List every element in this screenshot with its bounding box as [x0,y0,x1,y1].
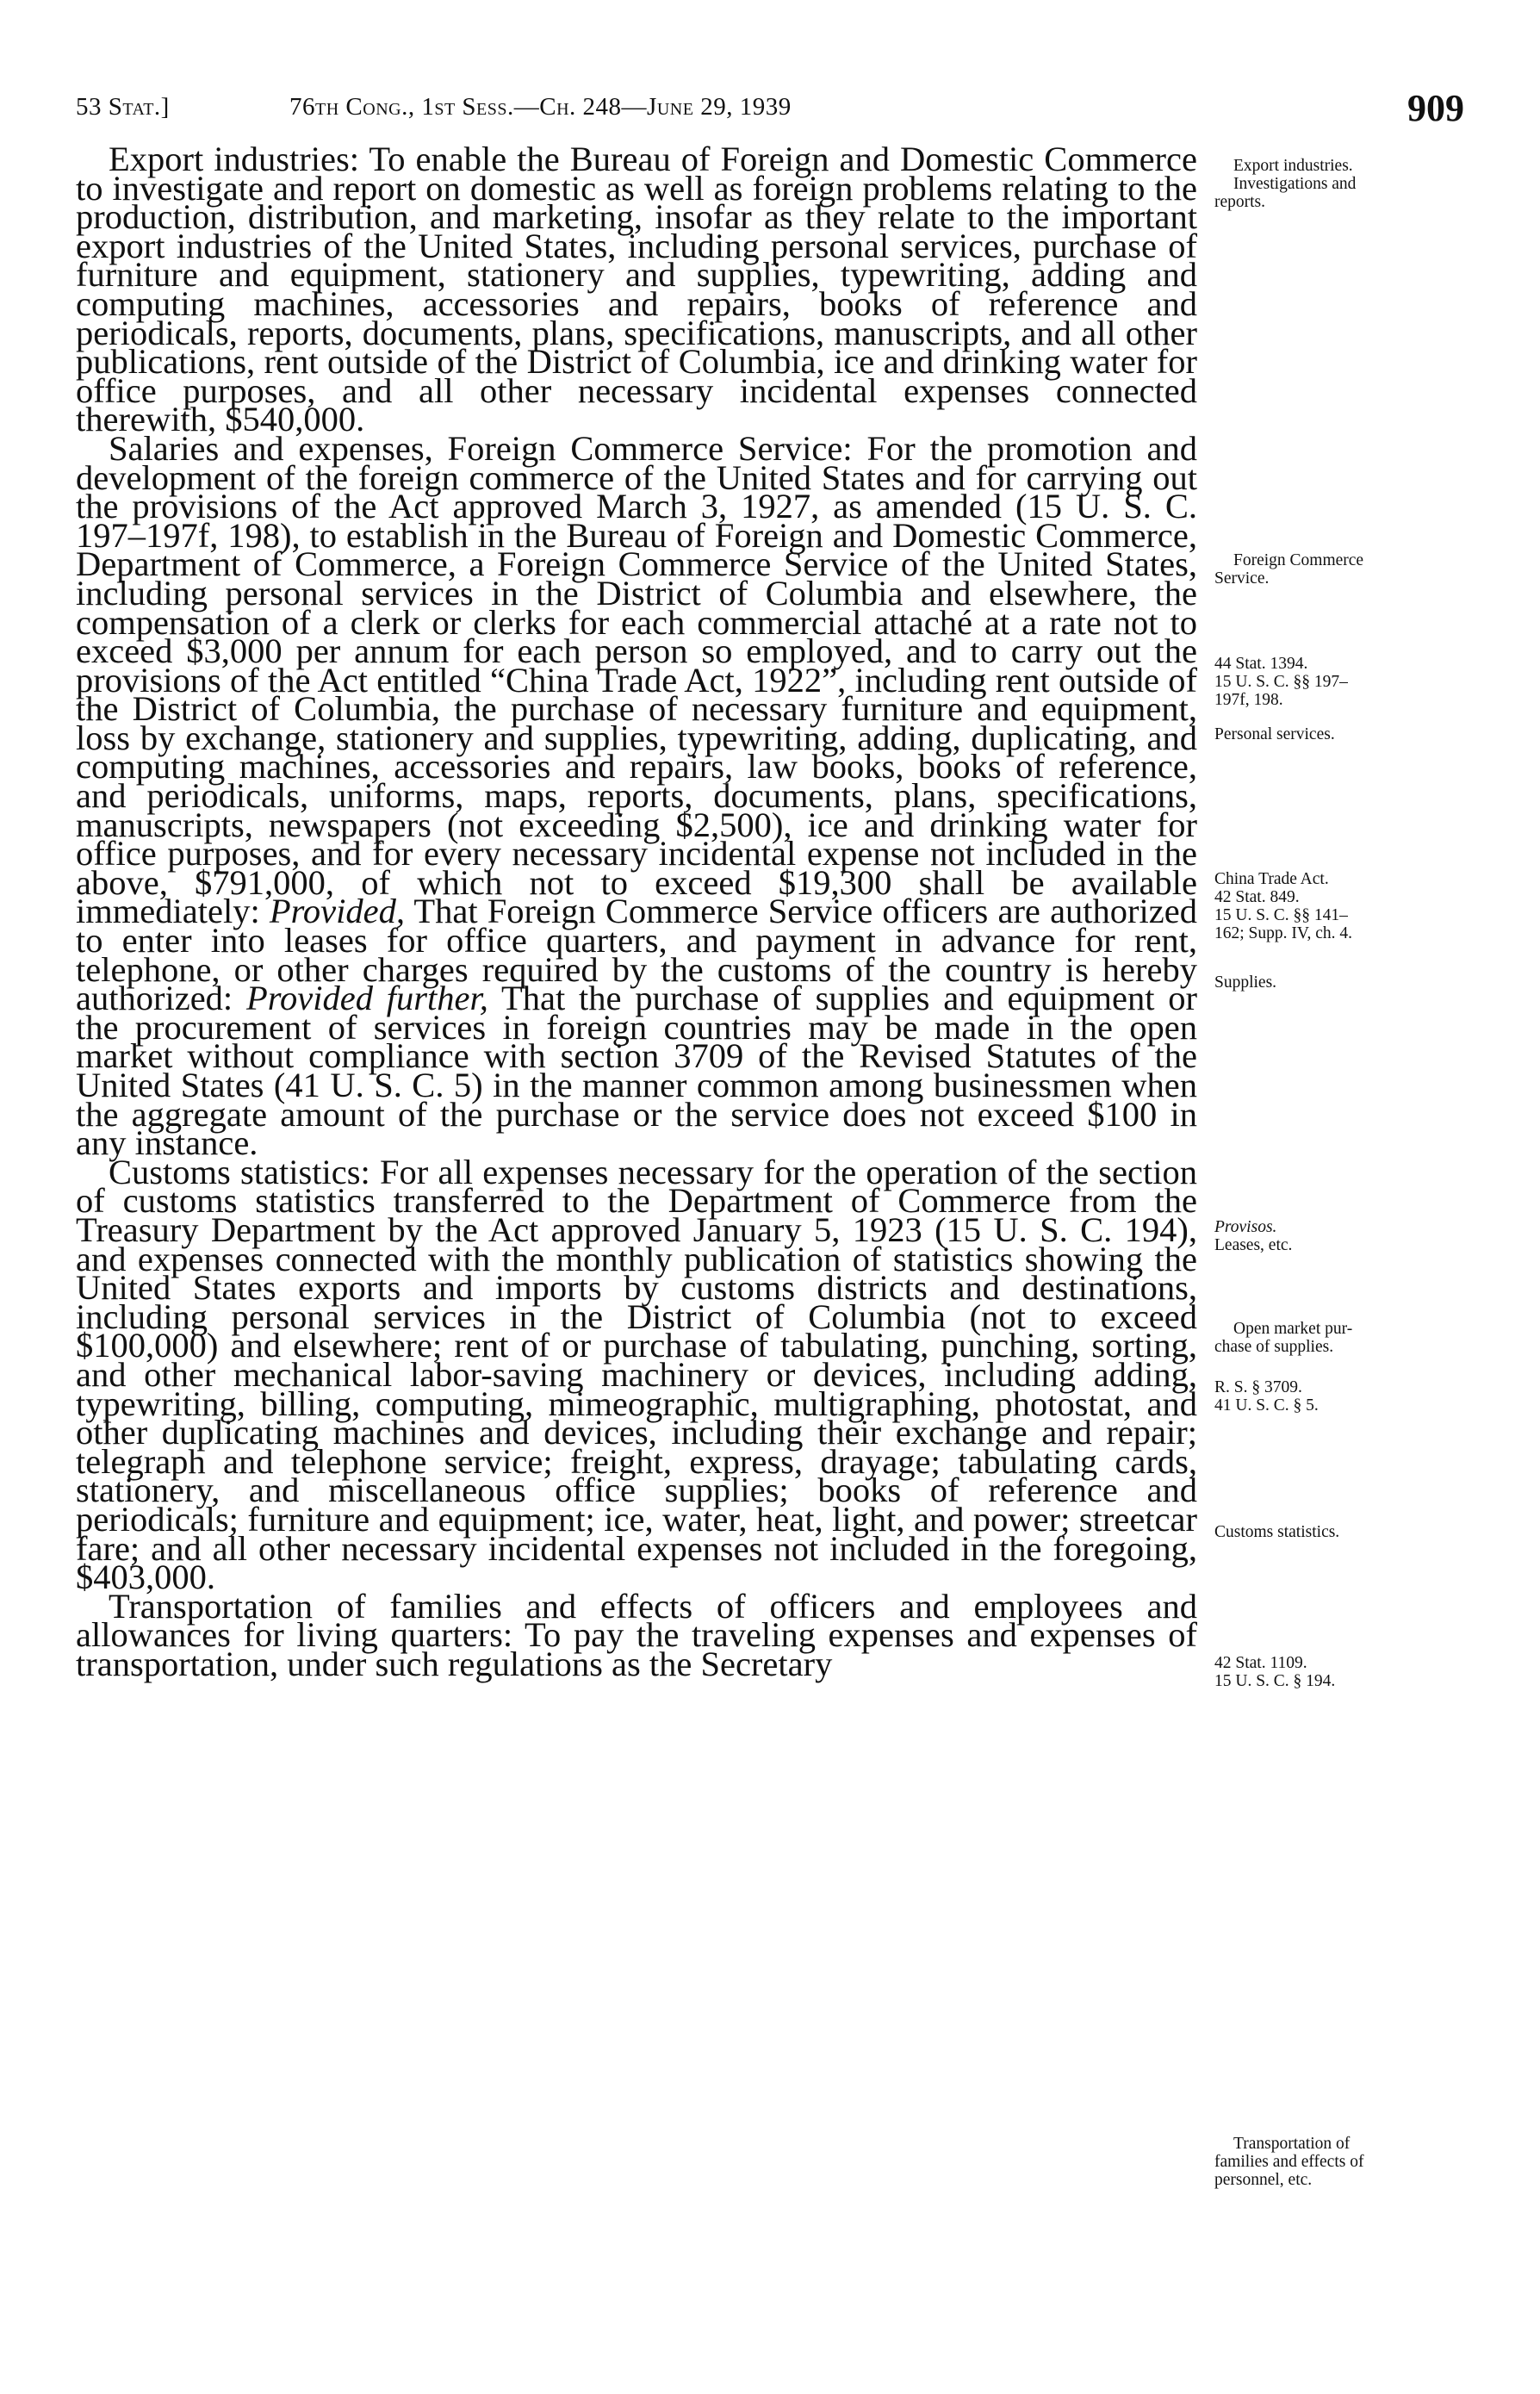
margin-note-line: chase of supplies. [1214,1338,1334,1356]
margin-note-line: families and effects of [1214,2153,1364,2171]
margin-note-supplies [1214,973,1456,992]
main-text [76,140,1198,1683]
margin-note-line: 42 Stat. 849. [1214,888,1300,906]
margin-note-personal-services [1214,725,1456,743]
margin-note-line: Personal services. [1214,725,1335,743]
session-line: 76th Cong., 1st Sess.—Ch. 248—June 29, 1939 [289,93,792,121]
margin-note-customs-statistics [1214,1523,1456,1541]
margin-note-line: 41 U. S. C. § 5. [1214,1396,1319,1415]
margin-note-line: R. S. § 3709. [1214,1378,1302,1396]
margin-note-line: personnel, etc. [1214,2171,1313,2189]
margin-note-line: Supplies. [1214,973,1277,992]
volume-citation: 53 Stat.] [76,93,170,121]
margin-note-line: Foreign Commerce [1233,551,1364,569]
margin-note-line: 44 Stat. 1394. [1214,655,1308,673]
margin-note-line: 162; Supp. IV, ch. 4. [1214,924,1352,942]
margin-note-line: Provisos. [1214,1218,1277,1236]
margin-note-line: China Trade Act. [1214,870,1329,888]
margin-note-44-stat [1214,655,1456,709]
margin-note-line: Customs statistics. [1214,1523,1340,1541]
margin-note-line: Service. [1214,569,1270,588]
margin-note-provisos [1214,1218,1456,1254]
paragraph-transportation: Transportation of families and effects of officers and employees and allowances for living quarters: To pay the traveling expenses and expenses of transportation, under such regulations as the Secretary [76,1586,1197,1683]
paragraph-text: Salaries and expenses, Foreign Commerce Service: For the promotion and development of the foreign commerce of the United States and for carrying out the provisions of the Act approved March 3, 1927, as amended (15 U. S. C. 197–197f, 198), to establish in the Bureau of Foreign and Domestic Commerce, Department of Commerce, a Foreign Commerce Service of the United States, including personal services in the District of Columbia and elsewhere, the compensation of a clerk or clerks for each commercial attaché at a rate not to exceed $3,000 per annum for each person so employed, and to carry out the provisions of the Act entitled “China Trade Act, 1922”, including rent outside of the District of Columbia, the purchase of necessary furniture and equipment, loss by exchange, stationery and supplies, typewriting, adding, duplicating, and computing machines, accessories and repairs, law books, books of reference, and periodicals, uniforms, maps, reports, documents, plans, specifications, manuscripts, newspapers (not exceeding $2,500), ice and drinking water for office purposes, and for every necessary incidental expense not included in the above, $791,000, of which not to exceed $19,300 shall be available immediately: [76,428,1197,931]
paragraph-text: That the purchase of supplies and equipment or the procurement of services in foreign countries may be made in the open market without compliance with section 3709 of the Revised Statutes of the United States (41 U. S. C. 5) in the manner common among businessmen when the aggregate amount of the purchase or the service does not exceed $100 in any instance. [76,979,1198,1163]
margin-note-line: reports. [1214,193,1266,211]
paragraph-foreign-commerce-service [76,428,1198,1163]
margin-note-foreign-commerce [1214,551,1456,588]
margin-note-line: Investigations and [1233,175,1357,193]
page-header [76,86,1464,138]
paragraph-export-industries: Export industries: To enable the Bureau of Foreign and Domestic Commerce to investigate and report on domestic as well as foreign problems relating to the production, distribution, and marketing, insofar as they relate to the important export industries of the United States, including personal services, purchase of furniture and equipment, stationery and supplies, typewriting, adding and computing machines, accessories and repairs, books of reference and periodicals, reports, documents, plans, specifications, manuscripts, and all other publications, rent outside of the District of Columbia, ice and drinking water for office purposes, and all other necessary incidental expenses connected therewith, $540,000. [76,140,1197,439]
margin-note-line: 15 U. S. C. §§ 197– [1214,673,1348,691]
margin-note-revised-statutes [1214,1378,1456,1415]
page-number: 909 [1407,87,1464,129]
margin-note-open-market [1214,1320,1456,1356]
margin-note-line: Transportation of [1233,2135,1351,2153]
margin-note-line: 197f, 198. [1214,691,1283,709]
provided-label: Provided, [269,892,405,931]
margin-note-line: Open market pur- [1233,1320,1353,1338]
margin-note-china-trade [1214,870,1456,942]
paragraph-text: That Foreign Commerce Service officers are authorized to enter into leases for office quarters, and payment in advance for rent, telephone, or other charges required by the customs of the country is hereby authorized: [76,892,1197,1018]
margin-note-42-stat [1214,1654,1456,1690]
margin-note-line: 15 U. S. C. §§ 141– [1214,906,1348,924]
margin-note-line: 15 U. S. C. § 194. [1214,1672,1336,1690]
provided-further-label: Provided further, [246,979,488,1018]
margin-note-transportation [1214,2135,1456,2189]
margin-note-line: Leases, etc. [1214,1236,1293,1254]
margin-note-line: 42 Stat. 1109. [1214,1654,1307,1672]
margin-note-export-industries [1214,157,1456,211]
paragraph-customs-statistics: Customs statistics: For all expenses necessary for the operation of the section of customs statistics transferred to the Department of Commerce from the Treasury Department by the Act approved January 5, 1923 (15 U. S. C. 194), and expenses connected with the monthly publication of statistics showing the United States exports and imports by customs districts and destinations, including personal services in the District of Columbia (not to exceed $100,000) and elsewhere; rent of or purchase of tabulating, punching, sorting, and other mechanical labor-saving machinery or devices, including adding, typewriting, billing, computing, mimeographic, multigraphing, photostat, and other duplicating machines and devices, including their exchange and repair; telegraph and telephone service; freight, express, drayage; tabulating cards, stationery, and miscellaneous office supplies; books of reference and periodicals; furniture and equipment; ice, water, heat, light, and power; streetcar fare; and all other necessary incidental expenses not included in the foregoing, $403,000. [76,1152,1197,1597]
margin-note-line: Export industries. [1233,157,1353,175]
